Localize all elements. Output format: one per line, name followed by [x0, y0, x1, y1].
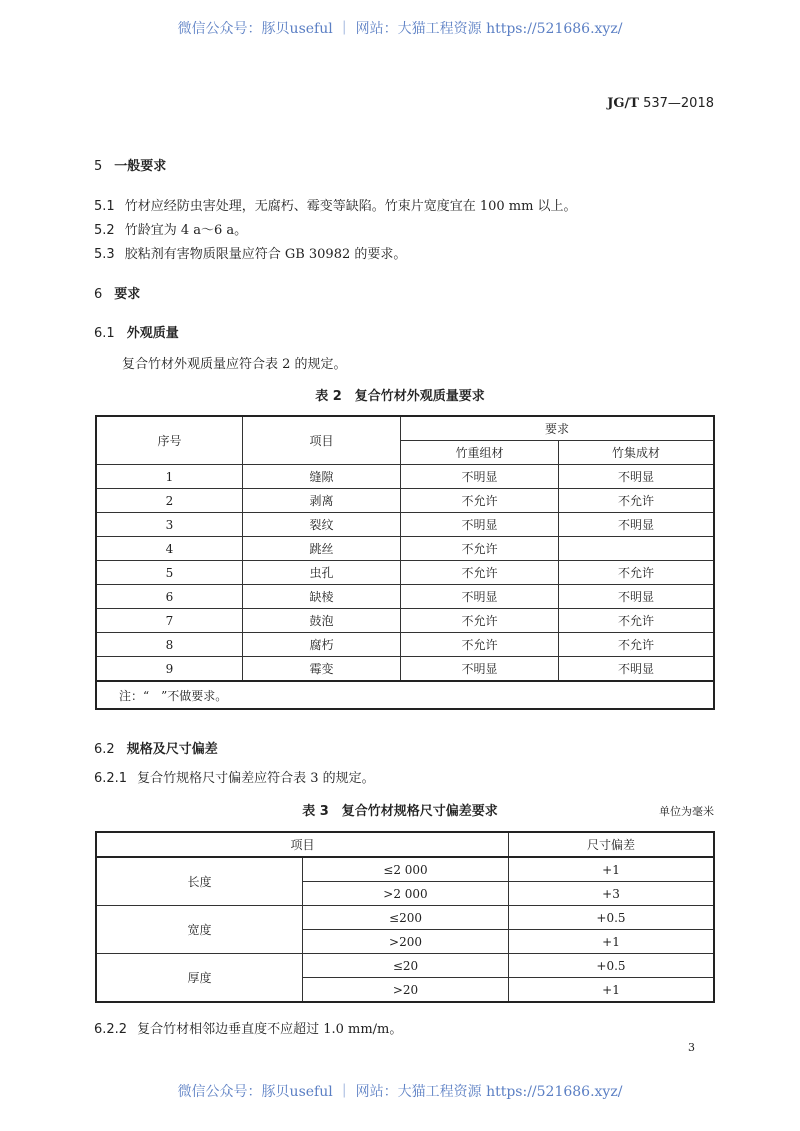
clause-5-3: 5.3 胶粘剂有害物质限量应符合 GB 30982 的要求。 — [94, 247, 407, 262]
table-3-caption: 表 3 复合竹材规格尺寸偏差要求 — [302, 804, 498, 819]
clause-5-1: 5.1 竹材应经防虫害处理，无腐朽、霉变等缺陷。竹束片宽度宜在 100 mm 以上。 — [94, 199, 577, 214]
header-deviation: 尺寸偏差 — [509, 832, 715, 857]
clause-5-2: 5.2 竹龄宜为 4 a～6 a。 — [94, 223, 248, 238]
section-6-heading: 6 要求 — [94, 287, 141, 302]
header-recombined-bamboo: 竹重组材 — [401, 441, 559, 465]
table-row: >20 +1 — [96, 978, 714, 1003]
header-no: 序号 — [96, 416, 243, 465]
paragraph-6-1: 复合竹材外观质量应符合表 2 的规定。 — [122, 357, 347, 372]
table-row: 8 腐朽 不允许 不允许 — [96, 633, 714, 657]
table-row: 9 霉变 不明显 不明显 — [96, 657, 714, 682]
clause-6-2-2: 6.2.2 复合竹材相邻边垂直度不应超过 1.0 mm/m。 — [94, 1022, 403, 1037]
table-row: >200 +1 — [96, 930, 714, 954]
table-row: 7 鼓泡 不允许 不允许 — [96, 609, 714, 633]
section-5-heading: 5 一般要求 — [94, 159, 167, 174]
table-row: 5 虫孔 不允许 不允许 — [96, 561, 714, 585]
section-6-1-heading: 6.1 外观质量 — [94, 326, 179, 341]
table-row: 长度 ≤2 000 +1 — [96, 857, 714, 882]
table-row: 厚度 ≤20 +0.5 — [96, 954, 714, 978]
table-2-caption: 表 2 复合竹材外观质量要求 — [315, 389, 485, 404]
header-item: 项目 — [96, 832, 509, 857]
table-3-unit: 单位为毫米 — [659, 805, 714, 818]
standard-number: JG/T 537—2018 — [607, 96, 714, 111]
clause-6-2-1: 6.2.1 复合竹规格尺寸偏差应符合表 3 的规定。 — [94, 771, 375, 786]
table-2 — [95, 415, 715, 710]
table-2-note: 注：“ ”不做要求。 — [96, 681, 714, 709]
table-row: 1 缝隙 不明显 不明显 — [96, 465, 714, 489]
table-3 — [95, 831, 715, 1003]
table-row: 宽度 ≤200 +0.5 — [96, 906, 714, 930]
header-item: 项目 — [243, 416, 401, 465]
table-row: 3 裂纹 不明显 不明显 — [96, 513, 714, 537]
header-laminated-bamboo: 竹集成材 — [559, 441, 715, 465]
table-row: 6 缺棱 不明显 不明显 — [96, 585, 714, 609]
table-row: 4 跳丝 不允许 — [96, 537, 714, 561]
watermark-bottom: 微信公众号：豚贝useful ｜ 网站：大猫工程资源 https://521686.xyz/ — [177, 1084, 623, 1100]
table-row: 2 剥离 不允许 不允许 — [96, 489, 714, 513]
page-number: 3 — [688, 1041, 695, 1054]
table-row: >2 000 +3 — [96, 882, 714, 906]
header-requirement: 要求 — [401, 416, 715, 441]
watermark-top: 微信公众号：豚贝useful ｜ 网站：大猫工程资源 https://521686.xyz/ — [177, 21, 623, 37]
section-6-2-heading: 6.2 规格及尺寸偏差 — [94, 742, 218, 757]
